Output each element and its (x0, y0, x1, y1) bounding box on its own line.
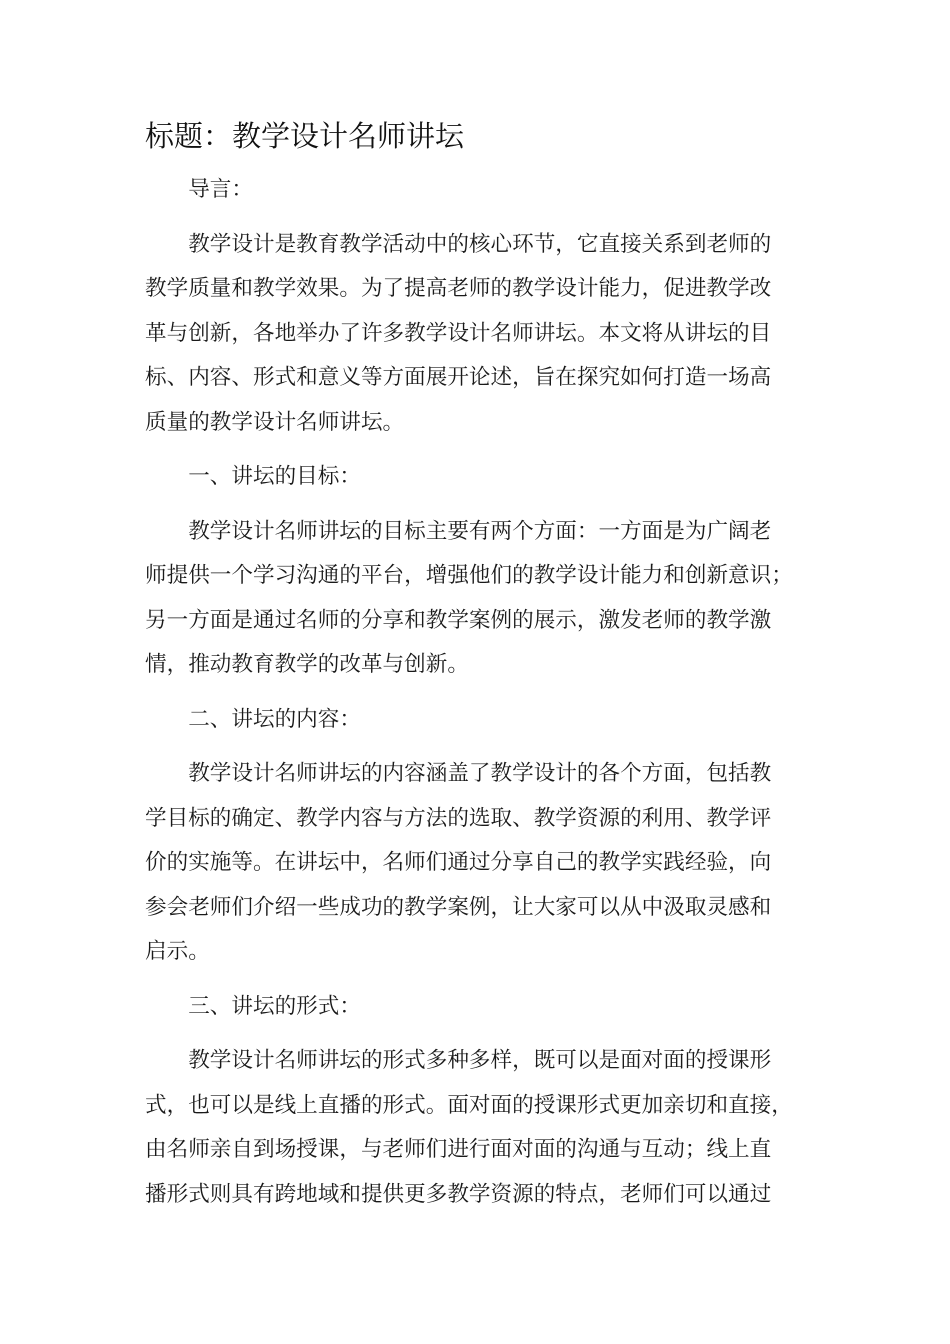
document-title: 标题：教学设计名师讲坛 (145, 119, 465, 153)
section-heading-content: 二、讲坛的内容： (188, 706, 361, 732)
section-paragraph-format: 教学设计名师讲坛的形式多种多样，既可以是面对面的授课形 式，也可以是线上直播的形式。面对面的授课形式更加亲切和直接， 由名师亲自到场授课，与老师们进行面对面的沟通与互动；线上直 播形式则具有跨地域和提供更多教学资源的特点，老师们可以通过 (145, 1048, 793, 1207)
intro-paragraph: 教学设计是教育教学活动中的核心环节，它直接关系到老师的 教学质量和教学效果。为了提高老师的教学设计能力，促进教学改 革与创新，各地举办了许多教学设计名师讲坛。本文将从讲坛的目 标、内容、形式和意义等方面展开论述，旨在探究如何打造一场高 质量的教学设计名师讲坛。 (145, 231, 772, 435)
section-heading-format: 三、讲坛的形式： (188, 993, 361, 1019)
document-body (145, 168, 796, 1217)
section-paragraph-goals: 教学设计名师讲坛的目标主要有两个方面：一方面是为广阔老 师提供一个学习沟通的平台，增强他们的教学设计能力和创新意识； 另一方面是通过名师的分享和教学案例的展示，激发老师的教学激 情，推动教育教学的改革与创新。 (145, 518, 793, 677)
section-paragraph-content: 教学设计名师讲坛的内容涵盖了教学设计的各个方面，包括教 学目标的确定、教学内容与方法的选取、教学资源的利用、教学评 价的实施等。在讲坛中，名师们通过分享自己的教学实践经验，向 参会老师们介绍一些成功的教学案例，让大家可以从中汲取灵感和 启示。 (145, 761, 772, 964)
intro-label: 导言： (188, 177, 253, 202)
section-heading-goals: 一、讲坛的目标： (188, 464, 361, 489)
